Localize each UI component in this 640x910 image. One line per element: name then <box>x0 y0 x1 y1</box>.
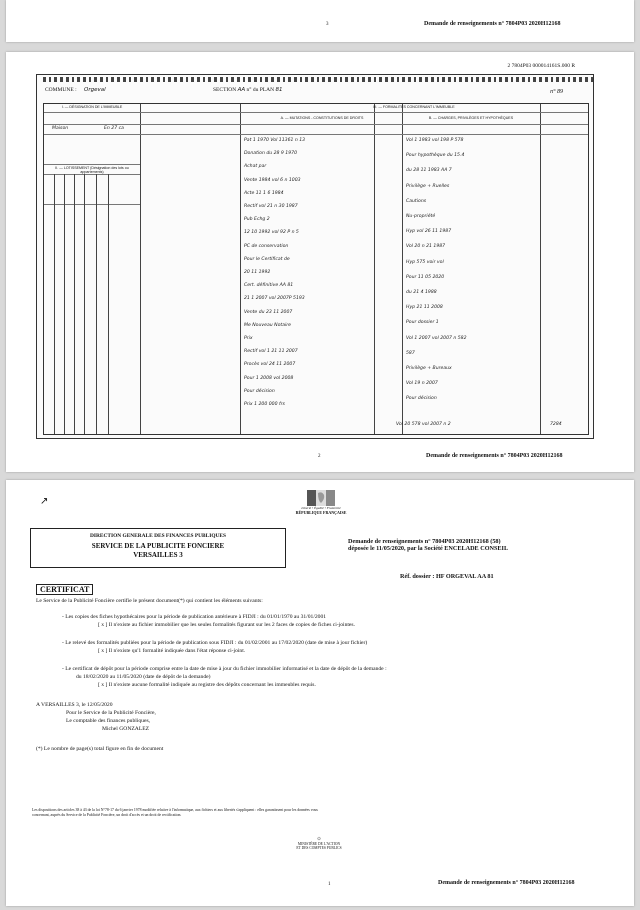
signature-place-date: A VERSAILLES 3, le 12/05/2020 <box>36 702 113 708</box>
office-box <box>30 528 286 568</box>
handwritten-entry: Hyp 21 11 2008 <box>406 305 443 311</box>
divider <box>540 104 541 434</box>
logo-motto: Liberté • Égalité • Fraternité <box>301 506 341 510</box>
intro-text: Le Service de la Publicité Foncière certifie le présent document(*) qui contient les éléments suivants: <box>36 598 263 604</box>
plan-label: n° du PLAN <box>246 87 275 93</box>
handwritten-entry: Prix <box>244 336 253 341</box>
handwritten-entry: du 21 4 1988 <box>406 290 437 295</box>
designation-value: Maison <box>52 126 69 131</box>
handwritten-entry: Vol 20 578 vol 2007 n 2 <box>396 422 451 427</box>
col-lotissement: II. — LOTISSEMENT (Désignation des lots ou appartements) <box>55 166 129 174</box>
divider <box>84 174 85 434</box>
arrow-icon: ↗ <box>40 496 49 507</box>
logo-republique: RÉPUBLIQUE FRANÇAISE <box>295 510 347 515</box>
handwritten-entry: Pour hypothèque du 15.4 <box>406 153 465 159</box>
handwritten-entry: Pour le Certificat de <box>244 256 290 262</box>
divider <box>96 174 97 434</box>
handwritten-entry: Pour décision <box>244 388 275 394</box>
handwritten-entry: Prix 1 200 000 frs <box>244 402 285 407</box>
handwritten-entry: Hyp vol 26 11 1987 <box>406 229 452 235</box>
handwritten-entry: 20 11 1992 <box>244 270 271 275</box>
ministere-line-2: ET DES COMPTES PUBLICS <box>296 846 342 850</box>
page-number: 3 <box>326 22 329 27</box>
demande-block <box>348 538 618 552</box>
ministere-logo <box>276 836 362 850</box>
signature-title: Le comptable des finances publiques, <box>66 718 151 724</box>
item1-text: - Les copies des fiches hypothécaires pour la période de publication antérieure à FIDJI : du 01/01/1970 au 31/01/2001 <box>62 614 327 620</box>
handwritten-entry: Cautions <box>406 198 427 204</box>
handwritten-entry: Vol 1 1983 vol 198 P 578 <box>406 138 464 143</box>
handwritten-entry: Procès vol 24 11 2007 <box>244 362 296 368</box>
item3-status: [ x ] Il n'existe aucune formalité indiquée au registre des dépôts concernant les immeubles requis. <box>98 682 316 688</box>
handwritten-entry: Vol 19 n 2007 <box>406 381 438 387</box>
handwritten-entry: Me Nouveau Notaire <box>244 322 291 328</box>
handwritten-entry: Pour décision <box>406 396 437 402</box>
handwritten-entry: Privilège + Ruelles <box>406 183 450 189</box>
signature-name: Michel GONZALEZ <box>102 726 150 732</box>
legal-line-2: concernant, auprès du Service de la Publicité Foncière, un droit d'accès et un droit de rectification. <box>32 813 182 817</box>
scan-reference: 2 7804P03 000014161S.000 R <box>507 63 575 69</box>
handwritten-entry: Hyp 575 voir vol <box>406 259 444 265</box>
page-reference: Demande de renseignements n° 7804P03 2020H12168 <box>424 21 561 27</box>
page-2 <box>6 52 634 472</box>
handwritten-entry: Rectif vol 1 21 11 2007 <box>244 349 298 355</box>
handwritten-entry: Pour 1 2008 vol 2008 <box>244 375 294 381</box>
divider <box>44 112 588 113</box>
item3-period: du 18/02/2020 au 11/05/2020 (date de dépôt de la demande) <box>76 674 211 680</box>
item2-text: - Le relevé des formalités publiées pour la période de publication sous FIDJI : du 01/02/2001 au 17/02/2020 (date de mise à jour fichier) <box>62 640 368 646</box>
divider <box>44 164 140 165</box>
handwritten-entry: Donation du 28 9 1970 <box>244 151 298 157</box>
handwritten-entry: Vente du 23 11 2007 <box>244 309 293 315</box>
handwritten-entry: Pour dossier 1 <box>406 320 439 326</box>
page-number: 2 <box>318 454 321 459</box>
item1-status: [ x ] Il n'existe au fichier immobilier que les seules formalités figurant sur les 2 faces de copies de fiches ci-jointes. <box>98 622 355 628</box>
col-mutations: A. — MUTATIONS - CONSTITUTIONS DE DROITS <box>280 116 364 120</box>
handwritten-entry: Vol 1 2007 vol 2007 n 582 <box>406 335 467 341</box>
handwritten-entry: Achat par <box>244 164 267 170</box>
ministere-icon: ☼ <box>316 836 322 842</box>
reference-dossier: Réf. dossier : HF ORGEVAL AA 81 <box>400 573 494 580</box>
demande-number: Demande de renseignements n° 7804P03 2020H12168 (58) <box>348 538 501 545</box>
ministere-line-1: MINISTÈRE DE L'ACTION <box>297 842 341 846</box>
col-designation: I. — DÉSIGNATION DE L'IMMEUBLE <box>61 105 123 109</box>
page-reference: Demande de renseignements n° 7804P03 2020H12168 <box>438 880 575 886</box>
handwritten-entry: Pour 11 05 2020 <box>406 274 445 280</box>
handwritten-entry: Vol 20 n 21 1987 <box>406 244 446 250</box>
signature-service: Pour le Service de la Publicité Foncière, <box>66 710 156 716</box>
divider <box>108 174 109 434</box>
divider <box>44 124 588 125</box>
divider <box>44 204 140 205</box>
section-field <box>213 87 282 93</box>
item2-status: [ x ] Il n'existe qu'1 formalité indiquée dans l'état réponse ci-joint. <box>98 648 246 654</box>
handwritten-entry: Cert. définitive AA 81 <box>244 283 294 289</box>
item3-text: - Le certificat de dépôt pour la période comprise entre la date de mise à jour du fichier immobilier informatisé et la date de dépôt de la demande : <box>62 666 387 672</box>
republique-logo <box>286 490 356 515</box>
handwritten-entry: 7284 <box>550 422 562 427</box>
office-city: VERSAILLES 3 <box>133 551 183 559</box>
handwritten-entry: Nu-propriété <box>406 214 436 219</box>
page-reference: Demande de renseignements n° 7804P03 2020H12168 <box>426 453 563 459</box>
handwritten-entry: 21 1 2007 vol 2007P 5193 <box>244 296 305 302</box>
handwritten-entry: 12 10 1992 vol 92 P n 5 <box>244 230 299 236</box>
demande-depot: déposée le 11/05/2020, par la Société ENCELADE CONSEIL <box>348 545 509 552</box>
handwritten-entry: Pat 1 1970 Vol 11361 n 13 <box>244 138 306 143</box>
handwritten-note: En 27 ca <box>104 126 124 131</box>
col-charges: B. — CHARGES, PRIVILÈGES ET HYPOTHÈQUES <box>428 116 514 120</box>
marianne-icon <box>307 490 335 506</box>
divider <box>374 104 375 434</box>
commune-field <box>45 87 106 93</box>
divider <box>140 104 141 434</box>
col-formalites: III. — FORMALITÉS CONCERNANT L'IMMEUBLE <box>373 105 455 109</box>
handwritten-entry: Vente 1984 vol 6 n 1003 <box>244 177 301 183</box>
handwritten-entry: du 28 11 1983 AA 7 <box>406 168 452 174</box>
divider <box>64 174 65 434</box>
footnote: (*) Le nombre de page(s) total figure en fin de document <box>36 746 164 752</box>
handwritten-entry: Privilège + Bureaux <box>406 366 452 371</box>
divider <box>44 134 588 135</box>
scanned-fiche <box>36 63 594 439</box>
fiche-table <box>43 103 589 435</box>
divider <box>240 104 241 434</box>
fiche-number: n° 89 <box>550 89 563 95</box>
office-service: SERVICE DE LA PUBLICITE FONCIERE <box>91 542 225 550</box>
section-label: SECTION <box>213 87 237 93</box>
legal-line-1: Les dispositions des articles 38 à 43 de la loi N°78-17 du 6 janvier 1978 modifiée relative à l'informatique, aux fichiers et aux libertés s'appliquent : elles garantissent pour les données vous <box>32 808 318 812</box>
divider <box>74 174 75 434</box>
divider <box>44 174 140 175</box>
handwritten-entry: Pub Echg 2 <box>244 217 270 223</box>
handwritten-entry: Rectif vol 21 n 30 1987 <box>244 204 298 209</box>
page-3 <box>6 480 634 906</box>
office-direction: DIRECTION GENERALE DES FINANCES PUBLIQUES <box>90 533 226 539</box>
certificat-title: CERTIFICAT <box>36 584 93 595</box>
commune-label: COMMUNE : <box>45 87 77 93</box>
section-value: AA <box>237 87 246 93</box>
commune-value: Orgeval <box>84 87 106 93</box>
plan-value: 81 <box>275 87 283 93</box>
page-1 <box>6 0 634 42</box>
divider <box>402 104 403 434</box>
handwritten-entry: 587 <box>406 350 415 356</box>
handwritten-entry: Acte 11 1 6 1984 <box>244 190 284 196</box>
handwritten-entry: PC de conservation <box>244 243 289 249</box>
page-number: 1 <box>328 882 331 887</box>
perforation-bar <box>37 75 593 85</box>
divider <box>54 174 55 434</box>
